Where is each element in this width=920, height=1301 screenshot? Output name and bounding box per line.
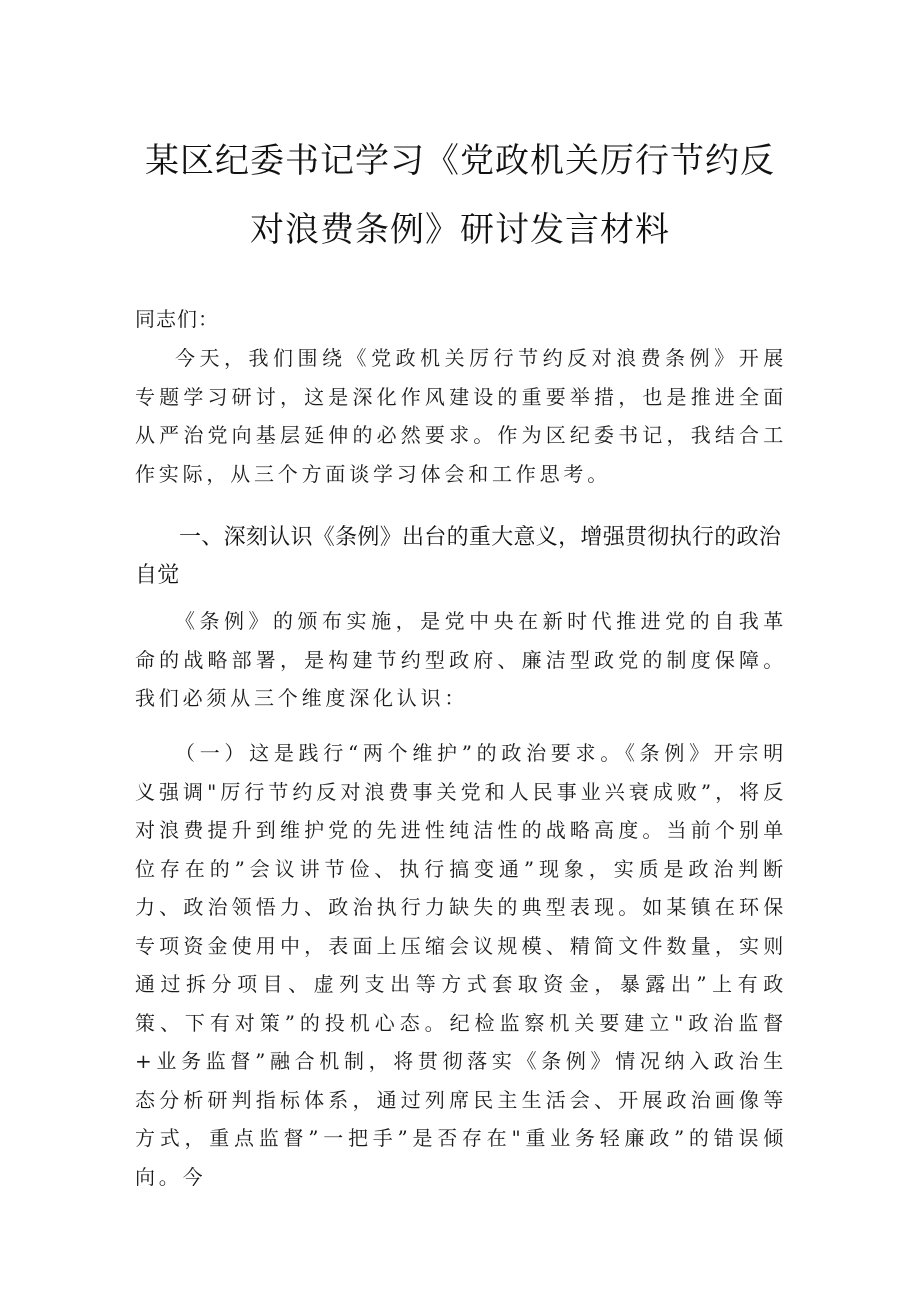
section-1-heading: 一、深刻认识《条例》出台的重大意义，增强贯彻执行的政治自觉 xyxy=(135,525,782,588)
section-1-intro-paragraph: 《条例》的颁布实施，是党中央在新时代推进党的自我革命的战略部署，是构建节约型政府、廉洁型政党的制度保障。我们必须从三个维度深化认识： xyxy=(135,609,787,710)
document-title-line-2: 对浪费条例》研讨发言材料 xyxy=(250,210,670,250)
document-title-line-1: 某区纪委书记学习《党政机关厉行节约反 xyxy=(145,141,775,181)
opening-paragraph: 今天，我们围绕《党政机关厉行节约反对浪费条例》开展专题学习研讨，这是深化作风建设的重要举措，也是推进全面从严治党向基层延伸的必然要求。作为区纪委书记，我结合工作实际，从三个方面谈学习体会和工作思考。 xyxy=(135,346,787,486)
salutation: 同志们： xyxy=(135,307,219,331)
section-1-point-1-paragraph: （一）这是践行“两个维护”的政治要求。《条例》开宗明义强调"厉行节约反对浪费事关党和人民事业兴衰成败”，将反对浪费提升到维护党的先进性纯洁性的战略高度。当前个别单位存在的”会议讲节俭、执行搞变通”现象，实质是政治判断力、政治领悟力、政治执行力缺失的典型表现。如某镇在环保专项资金使用中，表面上压缩会议规模、精简文件数量，实则通过拆分项目、虚列支出等方式套取资金，暴露出”上有政策、下有对策”的投机心态。纪检监察机关要建立"政治监督+业务监督”融合机制，将贯彻落实《条例》情况纳入政治生态分析研判指标体系，通过列席民主生活会、开展政治画像等方式，重点监督”一把手”是否存在"重业务轻廉政”的错误倾向。今 xyxy=(135,741,787,1189)
